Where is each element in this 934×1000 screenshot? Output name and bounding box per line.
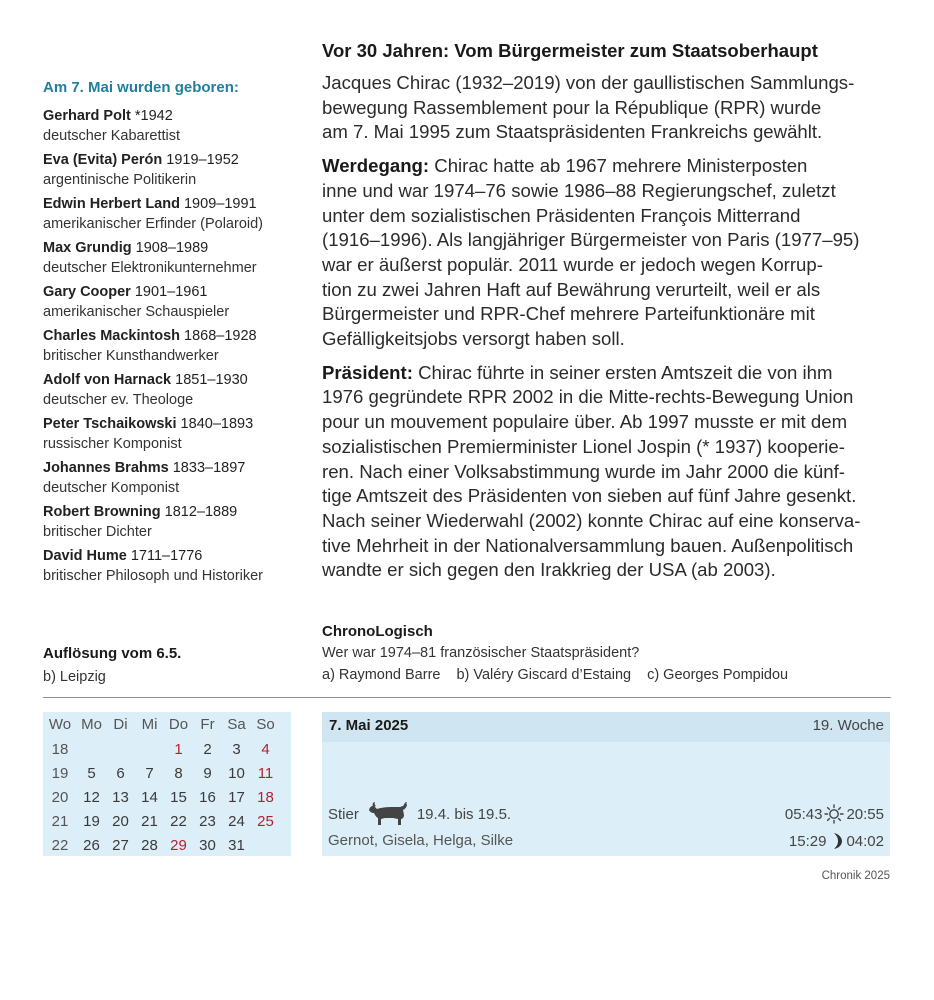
person-dates: 1868–1928 — [180, 328, 257, 344]
person-description: deutscher ev. Theologe — [43, 391, 194, 408]
births-section — [43, 78, 298, 591]
birth-name-line — [43, 415, 298, 435]
calendar-week-row — [43, 738, 291, 762]
calendar-day: 29 — [170, 837, 187, 854]
article-line: Bürgermeister und RPR-Chef mehrere Parteifunktionäre mit — [322, 303, 815, 325]
footer-label: Chronik 2025 — [821, 870, 890, 882]
article-line: wandte er sich gegen den Irakkrieg der USA (ab 2003). — [322, 559, 776, 581]
birth-name-line — [43, 459, 298, 479]
calendar-week-number: 19 — [51, 765, 69, 782]
person-dates: 1711–1776 — [126, 548, 203, 564]
president-text: Chirac führte in seiner ersten Amtszeit die von ihm — [412, 361, 833, 383]
solution-title: Auflösung vom 6.5. — [43, 645, 182, 662]
person-description: britischer Kunsthandwerker — [43, 347, 219, 364]
calendar-day: 17 — [228, 789, 245, 806]
calendar-weekday-header: Mi — [141, 716, 158, 733]
calendar-day — [135, 738, 164, 762]
person-description: deutscher Elektronikunternehmer — [43, 259, 257, 276]
birth-entry — [43, 151, 298, 190]
quiz-title: ChronoLogisch — [322, 623, 433, 640]
calendar-day: 3 — [232, 741, 241, 758]
person-description: deutscher Kabarettist — [43, 127, 181, 144]
person-dates: 1840–1893 — [176, 416, 254, 432]
calendar-day: 24 — [228, 813, 245, 830]
birth-name-line — [43, 239, 298, 259]
article — [322, 38, 902, 592]
person-description: amerikanischer Erfinder (Polaroid) — [43, 215, 263, 232]
calendar-day: 13 — [112, 789, 129, 806]
calendar-day: 22 — [170, 813, 187, 830]
birth-entry — [43, 239, 298, 278]
article-line: inne und war 1974–76 sowie 1986–88 Regierungschef, zuletzt — [322, 179, 836, 201]
person-name: Adolf von Harnack — [43, 372, 172, 388]
calendar-day: 18 — [257, 789, 274, 806]
person-name: Johannes Brahms — [43, 460, 169, 476]
person-dates: 1901–1961 — [130, 284, 208, 300]
quiz-option-b: b) Valéry Giscard d’Estaing — [456, 667, 632, 683]
solution-answer: b) Leipzig — [43, 669, 106, 685]
calendar-weekday-header: Mo — [81, 716, 102, 733]
calendar-week-row — [43, 762, 291, 786]
calendar-weekday-header: Fr — [200, 716, 215, 733]
zodiac-info — [328, 801, 511, 827]
name-days: Gernot, Gisela, Helga, Silke — [328, 832, 514, 849]
calendar-week-number: 20 — [51, 789, 69, 806]
calendar-weekday-header: Di — [113, 716, 128, 733]
article-line: am 7. Mai 1995 zum Staatspräsidenten Frankreichs gewählt. — [322, 121, 823, 143]
calendar-weekday-header: So — [256, 716, 275, 733]
calendar-header-row — [43, 712, 291, 738]
article-line: tive Mehrheit in der Nationalversammlung bauen. Außenpolitisch — [322, 534, 854, 556]
calendar-day: 1 — [174, 741, 183, 758]
article-intro — [322, 71, 902, 145]
calendar-day — [106, 738, 135, 762]
quiz-option-c: c) Georges Pompidou — [647, 667, 789, 683]
quiz-options — [322, 664, 902, 686]
article-line: tion zu zwei Jahren Haft auf Bewährung verurteilt, weil er als — [322, 278, 821, 300]
calendar-day: 10 — [228, 765, 245, 782]
calendar-day: 2 — [203, 741, 212, 758]
birth-name-line — [43, 107, 298, 127]
calendar-week-row — [43, 786, 291, 810]
person-dates: 1812–1889 — [160, 504, 238, 520]
person-name: Max Grundig — [43, 240, 132, 256]
birth-name-line — [43, 371, 298, 391]
calendar-day: 20 — [112, 813, 129, 830]
calendar-week-row — [43, 810, 291, 834]
article-line: ren. Nach einer Volksabstimmung wurde im Jahr 2000 die künf- — [322, 460, 845, 482]
calendar-day: 7 — [145, 765, 154, 782]
calendar-day: 25 — [257, 813, 274, 830]
birth-name-line — [43, 283, 298, 303]
calendar-grid — [43, 712, 291, 858]
moonrise-time: 15:29 — [788, 832, 827, 850]
calendar-day: 15 — [170, 789, 187, 806]
birth-entry — [43, 371, 298, 410]
moon-icon — [828, 832, 844, 850]
birth-name-line — [43, 195, 298, 215]
person-dates: *1942 — [130, 108, 173, 124]
person-description: britischer Dichter — [43, 523, 152, 540]
article-line: bewegung Rassemblement pour la République (RPR) wurde — [322, 96, 822, 118]
calendar-day — [251, 834, 280, 858]
calendar-day: 26 — [83, 837, 100, 854]
month-calendar — [43, 712, 291, 856]
article-title: Vor 30 Jahren: Vom Bürgermeister zum Staatsoberhaupt — [322, 40, 818, 61]
divider — [43, 697, 891, 698]
calendar-day: 11 — [257, 765, 274, 782]
zodiac-range: 19.4. bis 19.5. — [416, 805, 512, 823]
calendar-weekday-header: Sa — [227, 716, 246, 733]
article-line: (1916–1996). Als langjähriger Bürgermeister von Paris (1977–95) — [322, 229, 860, 251]
birth-name-line — [43, 503, 298, 523]
calendar-weekday-header: Do — [168, 716, 189, 733]
article-line — [322, 361, 902, 386]
article-career — [322, 154, 902, 352]
calendar-day: 6 — [116, 765, 125, 782]
calendar-day: 9 — [203, 765, 212, 782]
article-line: tige Amtszeit des Präsidenten von sieben auf fünf Jahre gesenkt. — [322, 485, 857, 507]
calendar-day: 19 — [83, 813, 100, 830]
person-name: Edwin Herbert Land — [43, 196, 180, 212]
sunset-time: 20:55 — [846, 805, 884, 823]
person-description: britischer Philosoph und Historiker — [43, 567, 264, 584]
week-number: 19. Woche — [812, 717, 884, 734]
birth-entry — [43, 547, 298, 586]
solution-section — [43, 644, 303, 688]
zodiac-sign: Stier — [328, 805, 359, 823]
births-heading: Am 7. Mai wurden geboren: — [43, 79, 239, 96]
calendar-day: 21 — [141, 813, 158, 830]
calendar-day: 23 — [199, 813, 216, 830]
article-line: 1976 gegründete RPR 2002 in die Mitte-rechts-Bewegung Union — [322, 386, 854, 408]
person-name: Peter Tschaikowski — [43, 416, 177, 432]
career-text: Chirac hatte ab 1967 mehrere Ministerposten — [429, 155, 808, 177]
person-description: russischer Komponist — [43, 435, 182, 452]
calendar-week-header: Wo — [48, 716, 72, 733]
person-dates: 1909–1991 — [179, 196, 257, 212]
quiz-section — [322, 622, 902, 686]
calendar-week-number: 18 — [51, 741, 69, 758]
calendar-week-number: 22 — [51, 837, 69, 854]
person-dates: 1851–1930 — [171, 372, 248, 388]
birth-entry — [43, 283, 298, 322]
birth-name-line — [43, 151, 298, 171]
birth-entry — [43, 195, 298, 234]
birth-entry — [43, 327, 298, 366]
birth-entry — [43, 415, 298, 454]
calendar-day: 28 — [141, 837, 158, 854]
birth-name-line — [43, 327, 298, 347]
person-description: argentinische Politikerin — [43, 171, 197, 188]
birth-entry — [43, 459, 298, 498]
sun-times — [785, 804, 884, 824]
calendar-day: 27 — [112, 837, 129, 854]
president-heading: Präsident: — [322, 361, 413, 383]
person-description: deutscher Komponist — [43, 479, 180, 496]
person-name: Robert Browning — [43, 504, 161, 520]
person-dates: 1919–1952 — [162, 152, 239, 168]
person-name: Charles Mackintosh — [43, 328, 180, 344]
calendar-day: 12 — [83, 789, 100, 806]
moon-times — [789, 832, 884, 850]
calendar-day: 4 — [261, 741, 270, 758]
calendar-week-row — [43, 834, 291, 858]
person-name: Eva (Evita) Perón — [43, 152, 163, 168]
person-dates: 1908–1989 — [131, 240, 209, 256]
article-line: pour un mouvement populaire über. Ab 1997 musste er mit dem — [322, 411, 848, 433]
article-line — [322, 154, 902, 179]
calendar-day: 8 — [174, 765, 183, 782]
article-line: Jacques Chirac (1932–2019) von der gaullistischen Sammlungs- — [322, 72, 855, 93]
quiz-question: Wer war 1974–81 französischer Staatspräsident? — [322, 645, 640, 661]
sun-icon — [824, 804, 844, 824]
article-line: sozialistischen Premierminister Lionel Jospin (* 1937) kooperie- — [322, 435, 845, 457]
bull-icon — [367, 801, 409, 827]
birth-entry — [43, 503, 298, 542]
quiz-option-a: a) Raymond Barre — [322, 667, 441, 683]
person-description: amerikanischer Schauspieler — [43, 303, 230, 320]
sunrise-time: 05:43 — [784, 805, 823, 823]
day-box — [322, 712, 890, 856]
calendar-day: 30 — [199, 837, 216, 854]
person-name: David Hume — [43, 548, 127, 564]
article-line: Nach seiner Wiederwahl (2002) konnte Chirac auf eine konserva- — [322, 509, 861, 531]
current-date: 7. Mai 2025 — [329, 717, 409, 734]
person-dates: 1833–1897 — [168, 460, 246, 476]
article-president — [322, 361, 902, 583]
person-name: Gary Cooper — [43, 284, 131, 300]
moonset-time: 04:02 — [846, 832, 884, 850]
person-name: Gerhard Polt — [43, 108, 131, 124]
calendar-day — [77, 738, 106, 762]
career-heading: Werdegang: — [322, 155, 430, 177]
calendar-day: 5 — [87, 765, 96, 782]
birth-entry — [43, 107, 298, 146]
calendar-day: 31 — [228, 837, 245, 854]
article-line: war er äußerst populär. 2011 wurde er jedoch wegen Korrup- — [322, 253, 823, 275]
article-line: Gefälligkeitsjobs versorgt haben soll. — [322, 328, 625, 350]
calendar-day: 16 — [199, 789, 216, 806]
article-line: unter dem sozialistischen Präsidenten François Mitterrand — [322, 204, 801, 226]
calendar-week-number: 21 — [51, 813, 69, 830]
calendar-day: 14 — [141, 789, 158, 806]
birth-name-line — [43, 547, 298, 567]
births-list — [43, 107, 298, 586]
